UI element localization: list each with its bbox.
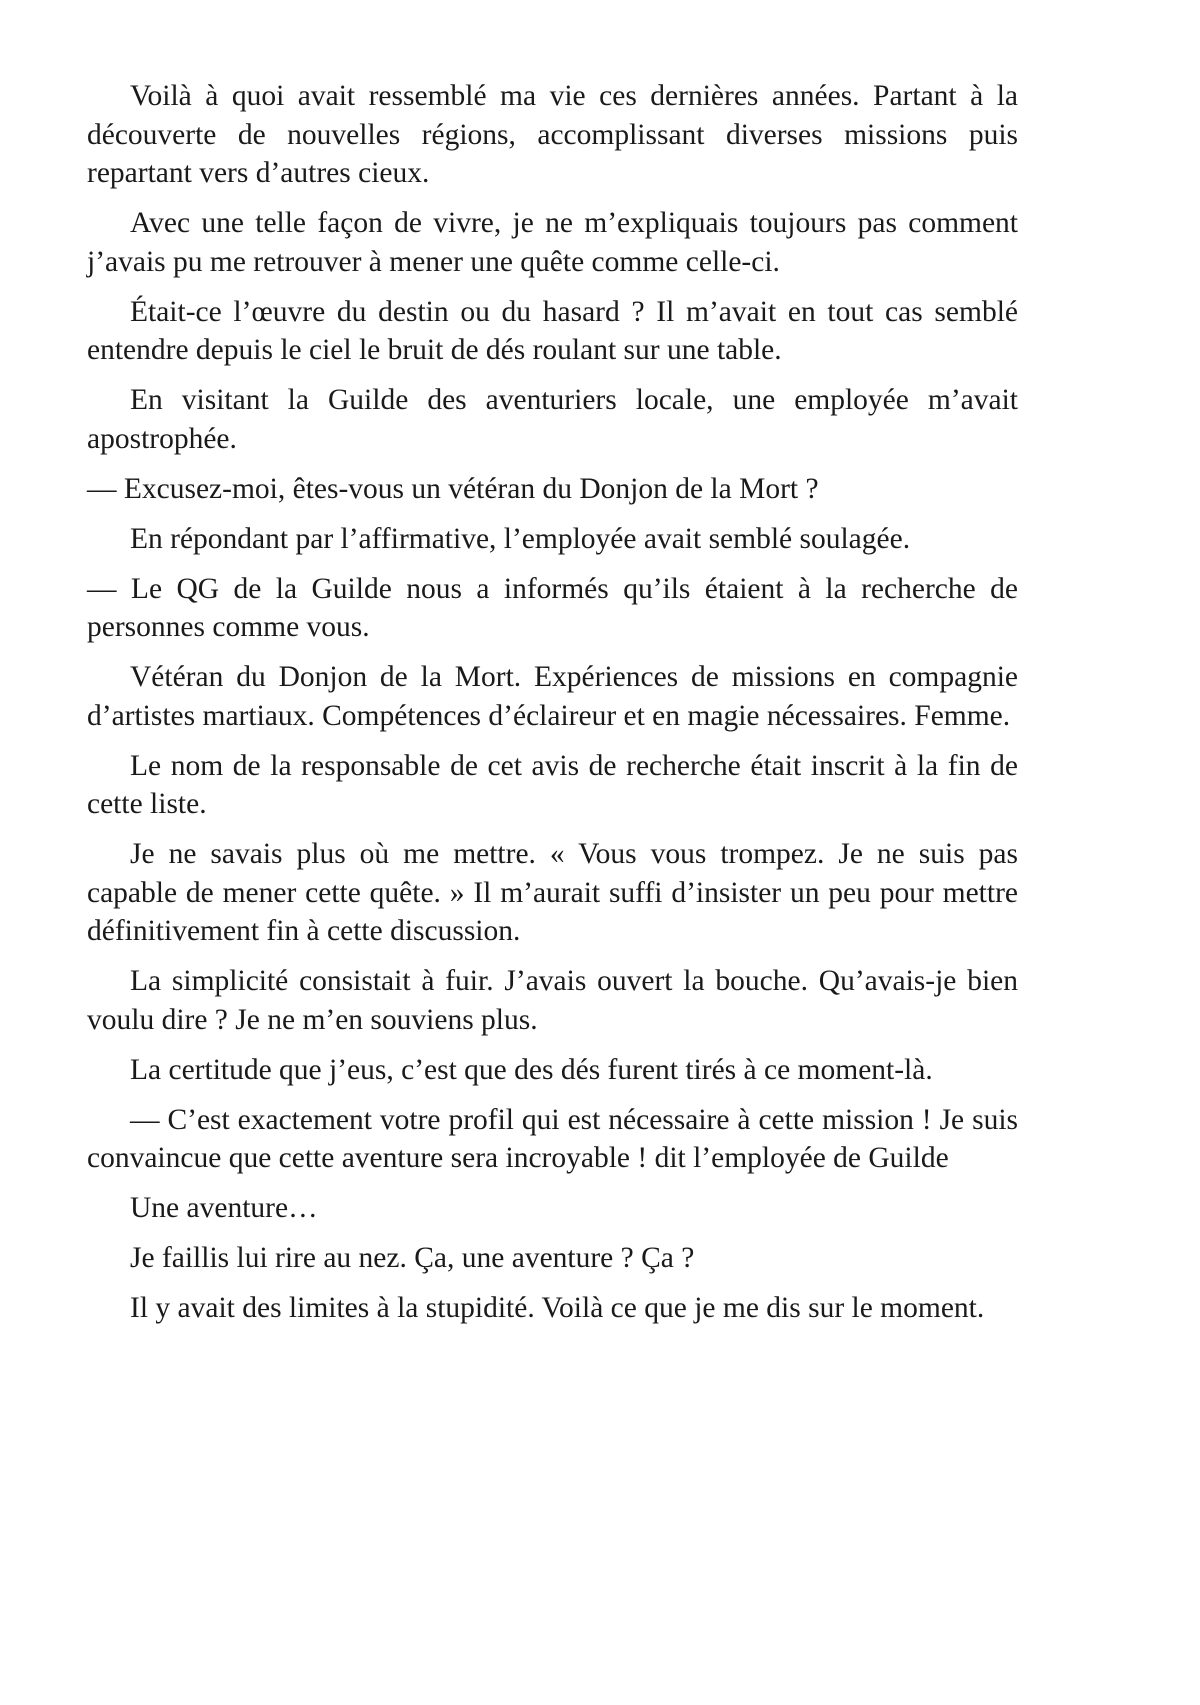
paragraph-11: Une aventure…	[130, 1192, 318, 1224]
paragraph-1: Voilà à quoi avait ressemblé ma vie ces dernières années. Partant à la découverte de nouvelles régions, accomplissant diverses missions puis repartant vers d’autres cieux.	[87, 80, 1018, 189]
paragraph-5: En répondant par l’affirmative, l’employée avait semblé soulagée.	[130, 522, 911, 555]
paragraph-3: Était-ce l’œuvre du destin ou du hasard ? Il m’avait en tout cas semblé entendre depuis le ciel le bruit de dés roulant sur une table.	[87, 295, 1018, 366]
paragraph-13: Il y avait des limites à la stupidité. Voilà ce que je me dis sur le moment.	[130, 1292, 985, 1324]
paragraph-2: Avec une telle façon de vivre, je ne m’expliquais toujours pas comment j’avais pu me retrouver à mener une quête comme celle-ci.	[87, 207, 1018, 278]
paragraph-6: Vétéran du Donjon de la Mort. Expériences de missions en compagnie d’artistes martiaux. Compétences d’éclaireur et en magie nécessaires. Femme.	[87, 661, 1018, 732]
paragraph-10: La certitude que j’eus, c’est que des dés furent tirés à ce moment-là.	[130, 1053, 933, 1086]
paragraph-4: En visitant la Guilde des aventuriers locale, une employée m’avait apostrophée.	[87, 384, 1018, 455]
dialogue-line-3: — C’est exactement votre profil qui est nécessaire à cette mission ! Je suis convaincue que cette aventure sera incroyable ! dit l’employée de Guilde	[87, 1103, 1018, 1174]
dialogue-line-1: — Excusez-moi, êtes-vous un vétéran du Donjon de la Mort ?	[87, 472, 819, 505]
document-page	[87, 77, 1018, 1339]
paragraph-12: Je faillis lui rire au nez. Ça, une aventure ? Ça ?	[130, 1242, 695, 1274]
dialogue-line-2: — Le QG de la Guilde nous a informés qu’ils étaient à la recherche de personnes comme vous.	[87, 572, 1018, 643]
paragraph-7: Le nom de la responsable de cet avis de recherche était inscrit à la fin de cette liste.	[87, 749, 1018, 820]
paragraph-8: Je ne savais plus où me mettre. « Vous vous trompez. Je ne suis pas capable de mener cette quête. » Il m’aurait suffi d’insister un peu pour mettre définitivement fin à cette discussion.	[87, 838, 1018, 947]
paragraph-9: La simplicité consistait à fuir. J’avais ouvert la bouche. Qu’avais-je bien voulu dire ? Je ne m’en souviens plus.	[87, 965, 1018, 1036]
